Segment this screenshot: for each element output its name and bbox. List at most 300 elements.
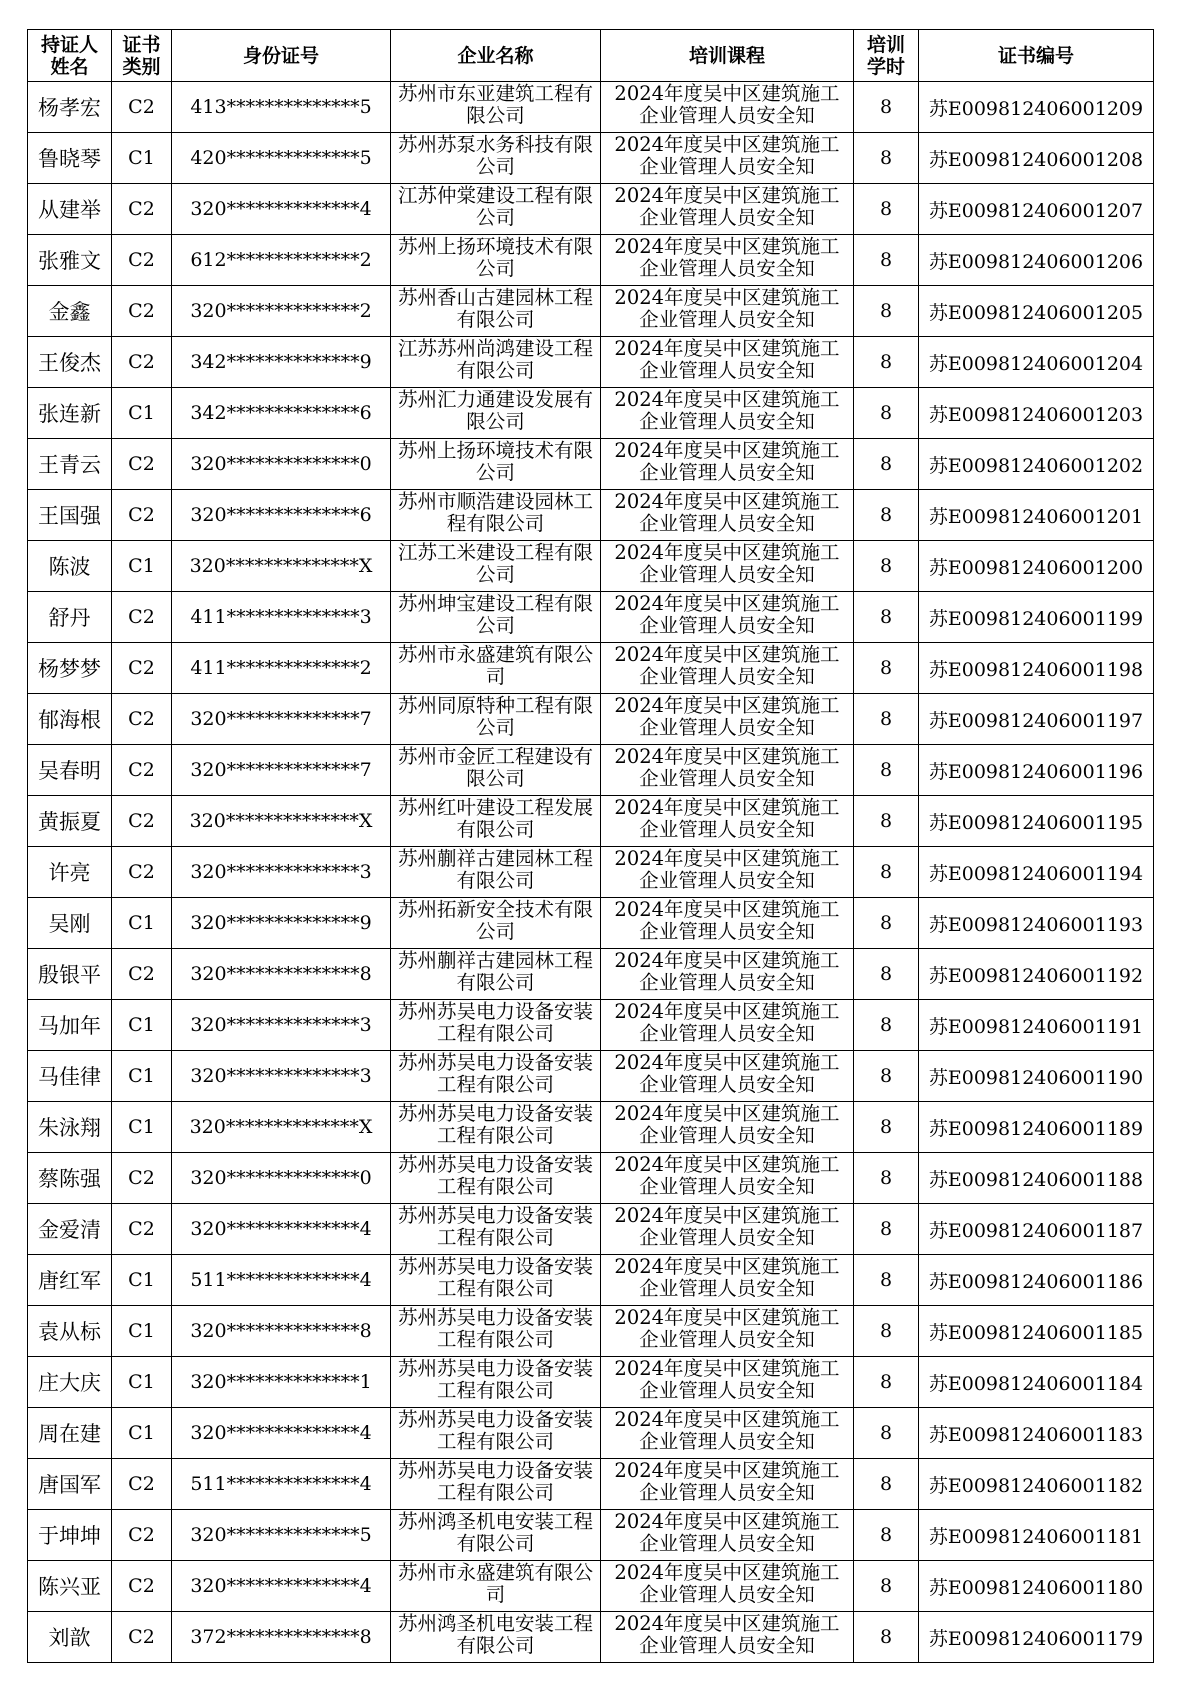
id-number-cell: 413**************5 [172,82,391,133]
course-cell-text: 2024年度吴中区建筑施工企业管理人员安全知 [614,898,840,943]
cert-category-cell: C1 [112,1408,172,1459]
cert-category-cell: C2 [112,1459,172,1510]
company-cell-text: 江苏仲棠建设工程有限公司 [397,184,593,229]
cert-number-cell: 苏E009812406001206 [919,235,1154,286]
cert-category-cell: C1 [112,133,172,184]
holder-name-cell: 王俊杰 [28,337,112,388]
cert-number-cell: 苏E009812406001180 [919,1561,1154,1612]
table-row [28,133,1154,184]
cert-number-cell: 苏E009812406001185 [919,1306,1154,1357]
company-cell [391,643,601,694]
table-row [28,286,1154,337]
course-cell [601,388,854,439]
course-cell [601,439,854,490]
course-cell-text: 2024年度吴中区建筑施工企业管理人员安全知 [614,1357,840,1402]
course-cell [601,898,854,949]
cert-category-cell: C1 [112,1357,172,1408]
cert-number-cell: 苏E009812406001199 [919,592,1154,643]
cert-number-cell: 苏E009812406001197 [919,694,1154,745]
cert-number-cell: 苏E009812406001203 [919,388,1154,439]
table-row [28,490,1154,541]
company-cell-text: 苏州上扬环境技术有限公司 [397,235,593,280]
course-cell-text: 2024年度吴中区建筑施工企业管理人员安全知 [614,745,840,790]
course-cell [601,1357,854,1408]
company-cell [391,184,601,235]
company-cell [391,1204,601,1255]
course-cell-text: 2024年度吴中区建筑施工企业管理人员安全知 [614,949,840,994]
course-cell-text: 2024年度吴中区建筑施工企业管理人员安全知 [614,1612,840,1657]
hours-cell: 8 [854,1510,919,1561]
holder-name-cell: 张雅文 [28,235,112,286]
cert-number-cell: 苏E009812406001201 [919,490,1154,541]
cert-category-cell: C2 [112,796,172,847]
id-number-cell: 320**************0 [172,439,391,490]
table-row [28,235,1154,286]
cert-number-cell: 苏E009812406001183 [919,1408,1154,1459]
cert-category-cell: C1 [112,1306,172,1357]
table-row [28,82,1154,133]
hours-cell: 8 [854,1459,919,1510]
company-cell-text: 苏州苏吴电力设备安装工程有限公司 [397,1051,593,1096]
course-cell-text: 2024年度吴中区建筑施工企业管理人员安全知 [614,1000,840,1045]
hours-cell: 8 [854,82,919,133]
holder-name-cell: 杨孝宏 [28,82,112,133]
company-cell-text: 苏州苏吴电力设备安装工程有限公司 [397,1357,593,1402]
company-cell-text: 苏州市永盛建筑有限公司 [397,1561,593,1606]
course-cell-text: 2024年度吴中区建筑施工企业管理人员安全知 [614,592,840,637]
course-cell-text: 2024年度吴中区建筑施工企业管理人员安全知 [614,1153,840,1198]
id-number-cell: 511**************4 [172,1459,391,1510]
table-row [28,745,1154,796]
cert-category-cell: C1 [112,1102,172,1153]
cert-number-cell: 苏E009812406001187 [919,1204,1154,1255]
company-cell [391,796,601,847]
course-cell-text: 2024年度吴中区建筑施工企业管理人员安全知 [614,1255,840,1300]
company-cell-text: 苏州坤宝建设工程有限公司 [397,592,593,637]
cert-number-cell: 苏E009812406001190 [919,1051,1154,1102]
hours-cell: 8 [854,643,919,694]
company-cell-text: 苏州苏吴电力设备安装工程有限公司 [397,1459,593,1504]
cert-category-cell: C1 [112,541,172,592]
holder-name-cell: 从建举 [28,184,112,235]
table-row [28,388,1154,439]
cert-number-cell: 苏E009812406001208 [919,133,1154,184]
company-cell [391,1408,601,1459]
cert-category-cell: C1 [112,1051,172,1102]
holder-name-cell: 马加年 [28,1000,112,1051]
holder-name-cell: 马佳律 [28,1051,112,1102]
course-cell [601,745,854,796]
cert-number-cell: 苏E009812406001193 [919,898,1154,949]
company-cell [391,949,601,1000]
id-number-cell: 320**************7 [172,694,391,745]
course-cell [601,286,854,337]
course-cell-text: 2024年度吴中区建筑施工企业管理人员安全知 [614,388,840,433]
id-number-cell: 320**************9 [172,898,391,949]
company-cell-text: 苏州市永盛建筑有限公司 [397,643,593,688]
table-row [28,1102,1154,1153]
hours-cell: 8 [854,1612,919,1663]
course-cell-text: 2024年度吴中区建筑施工企业管理人员安全知 [614,1459,840,1504]
company-cell-text: 苏州蒯祥古建园林工程有限公司 [397,847,593,892]
company-cell [391,1153,601,1204]
company-cell-text: 苏州苏吴电力设备安装工程有限公司 [397,1204,593,1249]
hours-cell: 8 [854,1306,919,1357]
holder-name-cell: 唐红军 [28,1255,112,1306]
holder-name-cell: 王国强 [28,490,112,541]
hours-cell: 8 [854,1255,919,1306]
company-cell-text: 苏州苏吴电力设备安装工程有限公司 [397,1153,593,1198]
course-cell-text: 2024年度吴中区建筑施工企业管理人员安全知 [614,1561,840,1606]
table-row [28,1510,1154,1561]
cert-number-cell: 苏E009812406001179 [919,1612,1154,1663]
company-cell [391,286,601,337]
cert-category-cell: C2 [112,490,172,541]
cert-category-cell: C2 [112,1612,172,1663]
course-cell [601,235,854,286]
course-cell [601,592,854,643]
table-row [28,796,1154,847]
cert-category-cell: C2 [112,1204,172,1255]
company-cell-text: 苏州蒯祥古建园林工程有限公司 [397,949,593,994]
table-row [28,592,1154,643]
table-row [28,949,1154,1000]
holder-name-cell: 张连新 [28,388,112,439]
id-number-cell: 420**************5 [172,133,391,184]
cert-category-cell: C2 [112,235,172,286]
table-row [28,1357,1154,1408]
holder-name-cell: 郁海根 [28,694,112,745]
id-number-cell: 342**************9 [172,337,391,388]
holder-name-cell: 庄大庆 [28,1357,112,1408]
id-number-cell: 320**************X [172,541,391,592]
id-number-cell: 320**************X [172,796,391,847]
hours-cell: 8 [854,1153,919,1204]
header-course: 培训课程 [601,30,854,82]
table-row [28,1204,1154,1255]
table-header-row [28,30,1154,82]
course-cell-text: 2024年度吴中区建筑施工企业管理人员安全知 [614,541,840,586]
cert-number-cell: 苏E009812406001205 [919,286,1154,337]
holder-name-cell: 周在建 [28,1408,112,1459]
course-cell [601,1306,854,1357]
header-holder-name: 持证人 姓名 [28,30,112,82]
cert-number-cell: 苏E009812406001192 [919,949,1154,1000]
cert-number-cell: 苏E009812406001182 [919,1459,1154,1510]
id-number-cell: 320**************0 [172,1153,391,1204]
company-cell [391,1255,601,1306]
course-cell [601,1459,854,1510]
course-cell [601,796,854,847]
table-row [28,643,1154,694]
hours-cell: 8 [854,745,919,796]
company-cell [391,1306,601,1357]
company-cell-text: 苏州拓新安全技术有限公司 [397,898,593,943]
cert-category-cell: C1 [112,1255,172,1306]
company-cell [391,133,601,184]
company-cell-text: 苏州苏吴电力设备安装工程有限公司 [397,1102,593,1147]
company-cell [391,490,601,541]
cert-category-cell: C2 [112,847,172,898]
hours-cell: 8 [854,1408,919,1459]
company-cell-text: 苏州苏吴电力设备安装工程有限公司 [397,1306,593,1351]
holder-name-cell: 黄振夏 [28,796,112,847]
course-cell-text: 2024年度吴中区建筑施工企业管理人员安全知 [614,286,840,331]
id-number-cell: 372**************8 [172,1612,391,1663]
id-number-cell: 411**************2 [172,643,391,694]
table-row [28,1306,1154,1357]
holder-name-cell: 王青云 [28,439,112,490]
cert-number-cell: 苏E009812406001196 [919,745,1154,796]
course-cell [601,643,854,694]
course-cell [601,1255,854,1306]
course-cell-text: 2024年度吴中区建筑施工企业管理人员安全知 [614,82,840,127]
hours-cell: 8 [854,694,919,745]
cert-number-cell: 苏E009812406001207 [919,184,1154,235]
course-cell [601,1000,854,1051]
course-cell [601,337,854,388]
cert-number-cell: 苏E009812406001198 [919,643,1154,694]
course-cell-text: 2024年度吴中区建筑施工企业管理人员安全知 [614,490,840,535]
hours-cell: 8 [854,1561,919,1612]
company-cell [391,745,601,796]
cert-number-cell: 苏E009812406001200 [919,541,1154,592]
table-body [28,82,1154,1663]
header-id-number: 身份证号 [172,30,391,82]
course-cell [601,694,854,745]
cert-number-cell: 苏E009812406001209 [919,82,1154,133]
company-cell [391,1102,601,1153]
company-cell-text: 江苏苏州尚鸿建设工程有限公司 [397,337,593,382]
course-cell-text: 2024年度吴中区建筑施工企业管理人员安全知 [614,184,840,229]
holder-name-cell: 金鑫 [28,286,112,337]
header-company: 企业名称 [391,30,601,82]
company-cell [391,1051,601,1102]
id-number-cell: 411**************3 [172,592,391,643]
company-cell-text: 苏州苏吴电力设备安装工程有限公司 [397,1255,593,1300]
course-cell [601,1051,854,1102]
id-number-cell: 320**************4 [172,1204,391,1255]
course-cell [601,82,854,133]
cert-number-cell: 苏E009812406001188 [919,1153,1154,1204]
company-cell [391,82,601,133]
cert-number-cell: 苏E009812406001191 [919,1000,1154,1051]
hours-cell: 8 [854,439,919,490]
holder-name-cell: 许亮 [28,847,112,898]
course-cell [601,1408,854,1459]
cert-category-cell: C1 [112,1000,172,1051]
course-cell [601,133,854,184]
hours-cell: 8 [854,1102,919,1153]
cert-category-cell: C2 [112,745,172,796]
hours-cell: 8 [854,898,919,949]
table-row [28,184,1154,235]
cert-category-cell: C2 [112,592,172,643]
company-cell-text: 苏州市东亚建筑工程有限公司 [397,82,593,127]
holder-name-cell: 刘歆 [28,1612,112,1663]
company-cell-text: 苏州汇力通建设发展有限公司 [397,388,593,433]
course-cell [601,1612,854,1663]
course-cell [601,1204,854,1255]
table-row [28,1051,1154,1102]
course-cell-text: 2024年度吴中区建筑施工企业管理人员安全知 [614,337,840,382]
hours-cell: 8 [854,184,919,235]
company-cell-text: 苏州红叶建设工程发展有限公司 [397,796,593,841]
table-row [28,1000,1154,1051]
cert-category-cell: C2 [112,1153,172,1204]
course-cell [601,1153,854,1204]
id-number-cell: 320**************7 [172,745,391,796]
id-number-cell: 320**************X [172,1102,391,1153]
table-row [28,439,1154,490]
cert-number-cell: 苏E009812406001202 [919,439,1154,490]
cert-number-cell: 苏E009812406001204 [919,337,1154,388]
company-cell-text: 苏州鸿圣机电安装工程有限公司 [397,1510,593,1555]
table-row [28,1153,1154,1204]
table-row [28,337,1154,388]
table-row [28,898,1154,949]
company-cell [391,1561,601,1612]
company-cell [391,541,601,592]
holder-name-cell: 陈兴亚 [28,1561,112,1612]
cert-category-cell: C2 [112,949,172,1000]
holder-name-cell: 唐国军 [28,1459,112,1510]
course-cell [601,949,854,1000]
course-cell-text: 2024年度吴中区建筑施工企业管理人员安全知 [614,1102,840,1147]
course-cell-text: 2024年度吴中区建筑施工企业管理人员安全知 [614,1510,840,1555]
id-number-cell: 511**************4 [172,1255,391,1306]
company-cell [391,388,601,439]
id-number-cell: 342**************6 [172,388,391,439]
cert-number-cell: 苏E009812406001184 [919,1357,1154,1408]
hours-cell: 8 [854,1000,919,1051]
cert-number-cell: 苏E009812406001194 [919,847,1154,898]
company-cell-text: 苏州苏吴电力设备安装工程有限公司 [397,1408,593,1453]
company-cell [391,1612,601,1663]
hours-cell: 8 [854,592,919,643]
holder-name-cell: 殷银平 [28,949,112,1000]
cert-category-cell: C2 [112,184,172,235]
header-cert-category: 证书 类别 [112,30,172,82]
course-cell [601,1102,854,1153]
hours-cell: 8 [854,1357,919,1408]
id-number-cell: 320**************8 [172,1306,391,1357]
id-number-cell: 320**************4 [172,184,391,235]
company-cell-text: 苏州同原特种工程有限公司 [397,694,593,739]
cert-number-cell: 苏E009812406001181 [919,1510,1154,1561]
company-cell [391,337,601,388]
id-number-cell: 320**************1 [172,1357,391,1408]
id-number-cell: 320**************3 [172,1051,391,1102]
hours-cell: 8 [854,1204,919,1255]
holder-name-cell: 于坤坤 [28,1510,112,1561]
cert-category-cell: C2 [112,1561,172,1612]
id-number-cell: 320**************3 [172,847,391,898]
table-row [28,1561,1154,1612]
company-cell [391,1459,601,1510]
cert-category-cell: C2 [112,82,172,133]
table-row [28,1612,1154,1663]
hours-cell: 8 [854,133,919,184]
cert-category-cell: C2 [112,286,172,337]
company-cell [391,235,601,286]
table-row [28,847,1154,898]
holder-name-cell: 朱泳翔 [28,1102,112,1153]
course-cell [601,541,854,592]
company-cell-text: 江苏工米建设工程有限公司 [397,541,593,586]
hours-cell: 8 [854,235,919,286]
holder-name-cell: 鲁晓琴 [28,133,112,184]
company-cell [391,1000,601,1051]
company-cell [391,898,601,949]
company-cell-text: 苏州苏吴电力设备安装工程有限公司 [397,1000,593,1045]
company-cell [391,694,601,745]
cert-number-cell: 苏E009812406001189 [919,1102,1154,1153]
hours-cell: 8 [854,490,919,541]
holder-name-cell: 陈波 [28,541,112,592]
course-cell [601,847,854,898]
id-number-cell: 320**************4 [172,1561,391,1612]
header-hours: 培训 学时 [854,30,919,82]
cert-category-cell: C2 [112,1510,172,1561]
hours-cell: 8 [854,337,919,388]
holder-name-cell: 蔡陈强 [28,1153,112,1204]
company-cell-text: 苏州鸿圣机电安装工程有限公司 [397,1612,593,1657]
id-number-cell: 612**************2 [172,235,391,286]
company-cell-text: 苏州香山古建园林工程有限公司 [397,286,593,331]
cert-category-cell: C2 [112,439,172,490]
table-row [28,541,1154,592]
table-row [28,1255,1154,1306]
cert-number-cell: 苏E009812406001195 [919,796,1154,847]
holder-name-cell: 吴刚 [28,898,112,949]
id-number-cell: 320**************5 [172,1510,391,1561]
company-cell-text: 苏州市金匠工程建设有限公司 [397,745,593,790]
course-cell-text: 2024年度吴中区建筑施工企业管理人员安全知 [614,133,840,178]
cert-number-cell: 苏E009812406001186 [919,1255,1154,1306]
id-number-cell: 320**************3 [172,1000,391,1051]
hours-cell: 8 [854,847,919,898]
hours-cell: 8 [854,388,919,439]
holder-name-cell: 袁从标 [28,1306,112,1357]
company-cell-text: 苏州市顺浩建设园林工程有限公司 [397,490,593,535]
course-cell-text: 2024年度吴中区建筑施工企业管理人员安全知 [614,1204,840,1249]
company-cell [391,592,601,643]
holder-name-cell: 吴春明 [28,745,112,796]
company-cell-text: 苏州苏泵水务科技有限公司 [397,133,593,178]
holder-name-cell: 舒丹 [28,592,112,643]
holder-name-cell: 金爱清 [28,1204,112,1255]
table-row [28,1459,1154,1510]
cert-category-cell: C2 [112,643,172,694]
cert-category-cell: C2 [112,694,172,745]
cert-category-cell: C1 [112,898,172,949]
course-cell [601,1561,854,1612]
id-number-cell: 320**************6 [172,490,391,541]
course-cell-text: 2024年度吴中区建筑施工企业管理人员安全知 [614,1306,840,1351]
certificate-table [27,29,1154,1663]
course-cell-text: 2024年度吴中区建筑施工企业管理人员安全知 [614,643,840,688]
hours-cell: 8 [854,1051,919,1102]
id-number-cell: 320**************8 [172,949,391,1000]
table-row [28,694,1154,745]
table-row [28,1408,1154,1459]
company-cell-text: 苏州上扬环境技术有限公司 [397,439,593,484]
hours-cell: 8 [854,949,919,1000]
company-cell [391,847,601,898]
course-cell [601,1510,854,1561]
id-number-cell: 320**************2 [172,286,391,337]
